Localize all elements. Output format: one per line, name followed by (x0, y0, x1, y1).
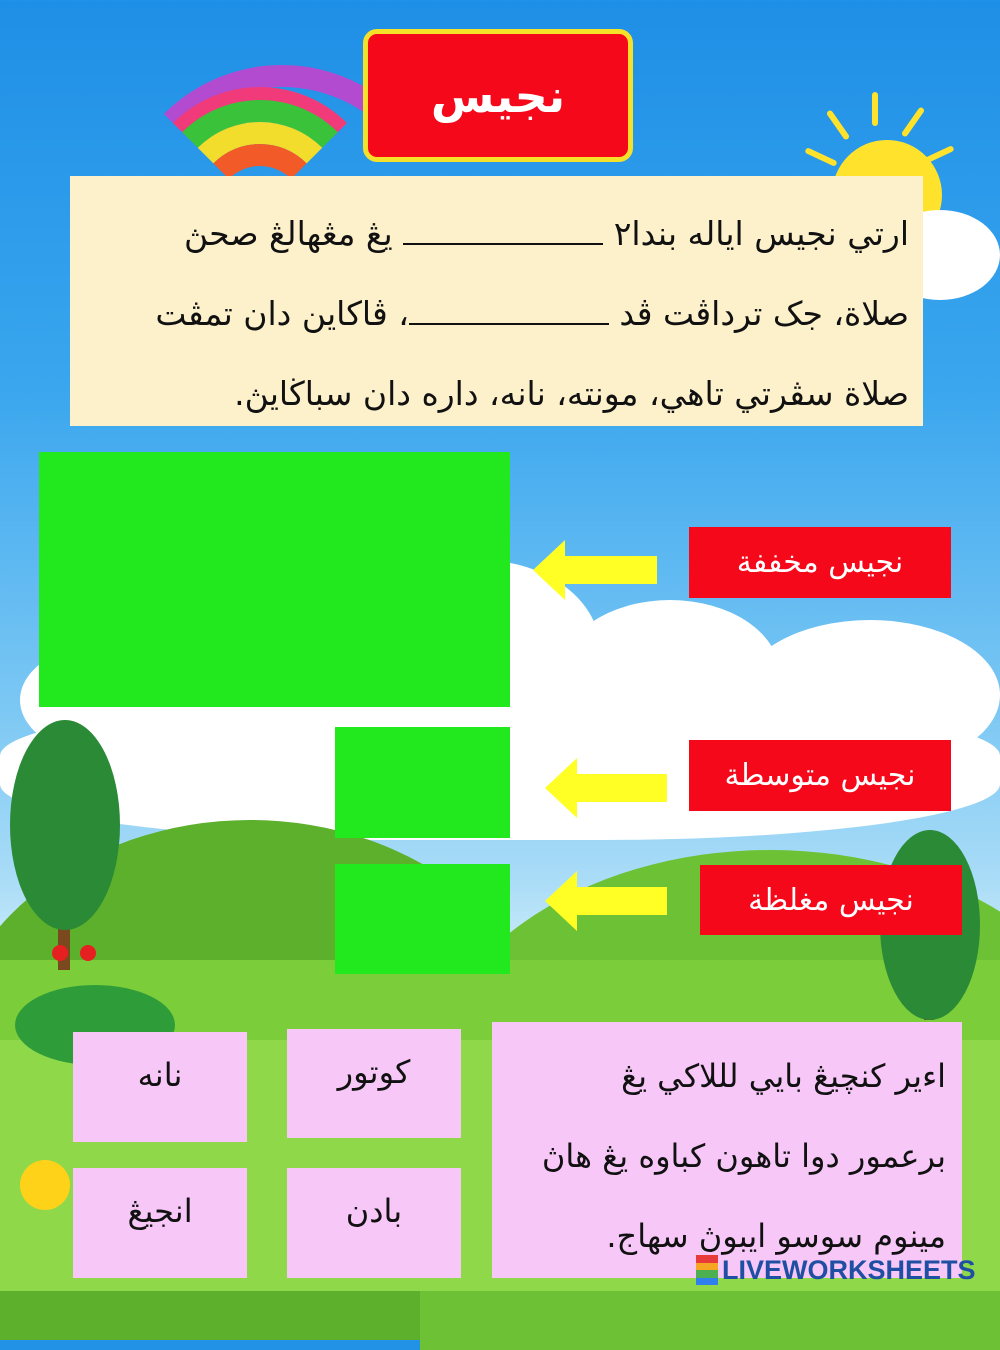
drop-zone-mughallazah[interactable] (335, 864, 510, 974)
arrow-left-icon (533, 540, 657, 600)
sun-ray (921, 145, 954, 165)
word-card-nanah[interactable]: نانه (73, 1032, 247, 1142)
word-card-kotor[interactable]: كوتور (287, 1029, 461, 1138)
flower-decoration (80, 945, 96, 961)
word-card-air-kencing[interactable] (492, 1022, 962, 1278)
title-banner (363, 29, 633, 162)
flower-decoration (52, 945, 68, 961)
definition-blank-1[interactable] (403, 215, 603, 245)
word-card-badan[interactable]: بادن (287, 1168, 461, 1278)
sun-ray (826, 109, 850, 140)
tree-decoration (10, 720, 120, 930)
category-label-mughallazah: نجيس مغلظة (700, 865, 962, 935)
definition-blank-2[interactable] (409, 295, 609, 325)
page-title: نجيس (430, 68, 566, 123)
word-card-anjing[interactable]: انجيڠ (73, 1168, 247, 1278)
liveworksheets-logo (696, 1252, 976, 1288)
definition-line-1: ارتي نجيس اياله بندا٢ يڠ مڠهالڠ صحڽ (184, 214, 909, 253)
flower-decoration (20, 1160, 70, 1210)
arrow-left-icon (545, 758, 667, 818)
logo-icon (696, 1255, 718, 1285)
arrow-left-icon (545, 871, 667, 931)
instruction-line-1: اءير كنچيڠ بايي لللاكي يڠ (621, 1057, 946, 1095)
instruction-line-3: مينوم سوسو ايبوڽ سهاج. (606, 1217, 946, 1255)
sun-ray (804, 147, 837, 167)
definition-box (70, 176, 923, 426)
brand-name: LIVEWORKSHEETS (722, 1254, 976, 1285)
definition-line-2: صلاة، جک ترداڤت ڤد ، ڤاكاين دان تمڤت (155, 294, 909, 333)
drop-zone-mutawassitah[interactable] (335, 727, 510, 838)
instruction-line-2: برعمور دوا تاهون كباوه يڠ هاڽ (541, 1137, 946, 1175)
sun-ray (901, 106, 925, 137)
drop-zone-mukhaffafah[interactable] (39, 452, 510, 707)
sun-ray (872, 92, 878, 126)
definition-line-3: صلاة سڤرتي تاهي، مونته، نانه، داره دان سباڬايڽ. (234, 374, 909, 413)
category-label-mukhaffafah: نجيس مخففة (689, 527, 951, 598)
category-label-mutawassitah: نجيس متوسطة (689, 740, 951, 811)
